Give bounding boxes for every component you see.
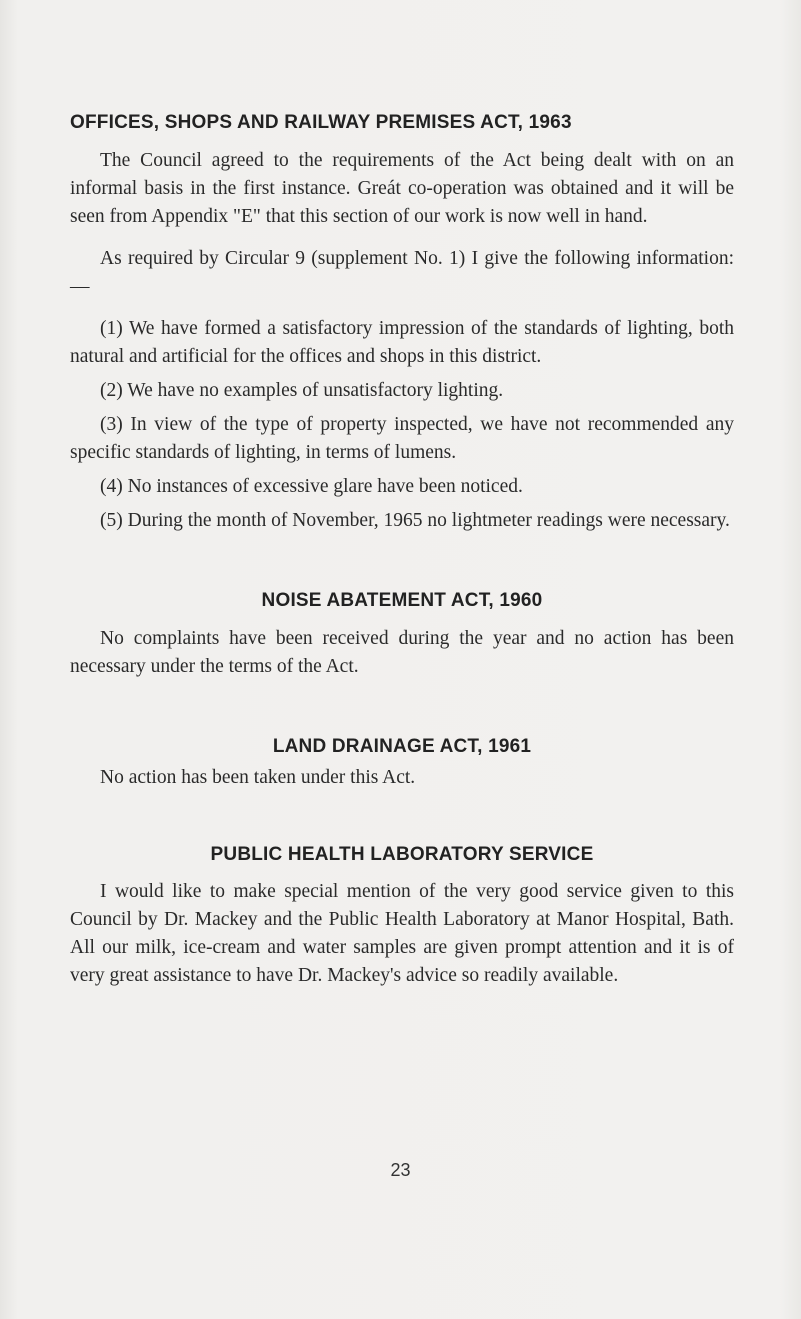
land-drainage-heading: LAND DRAINAGE ACT, 1961 bbox=[272, 736, 532, 757]
page-number: 23 bbox=[390, 1160, 411, 1180]
noise-act-heading: NOISE ABATEMENT ACT, 1960 bbox=[261, 590, 543, 611]
offices-paragraph-1: The Council agreed to the requirements of the Act being dealt with on an informal basis in the first instance. Greát co-operation was obtained and it will be seen from Appendix "E" that this section of our work is now well in hand. bbox=[70, 150, 734, 227]
public-health-lab-heading: PUBLIC HEALTH LABORATORY SERVICE bbox=[210, 844, 594, 865]
page-content bbox=[70, 112, 734, 990]
offices-act-heading: OFFICES, SHOPS AND RAILWAY PREMISES ACT, 1963 bbox=[70, 112, 572, 133]
offices-paragraph-2: As required by Circular 9 (supplement No. 1) I give the following information:— bbox=[70, 248, 734, 297]
offices-list-item-2: (2) We have no examples of unsatisfactory lighting. bbox=[100, 380, 504, 401]
noise-paragraph: No complaints have been received during the year and no action has been necessary under the terms of the Act. bbox=[70, 628, 734, 677]
offices-list-item-5: (5) During the month of November, 1965 no lightmeter readings were necessary. bbox=[100, 510, 730, 531]
public-health-lab-paragraph: I would like to make special mention of the very good service given to this Council by Dr. Mackey and the Public Health Laboratory at Manor Hospital, Bath. All our milk, ice-cream and water samples are given prompt attention and it is of very great assistance to have Dr. Mackey's advice so readily available. bbox=[70, 881, 734, 986]
offices-list-item-1: (1) We have formed a satisfactory impression of the standards of lighting, both natural and artificial for the offices and shops in this district. bbox=[70, 318, 734, 367]
offices-list-item-4: (4) No instances of excessive glare have been noticed. bbox=[100, 476, 523, 497]
land-drainage-paragraph: No action has been taken under this Act. bbox=[100, 767, 416, 788]
offices-list-item-3: (3) In view of the type of property inspected, we have not recommended any specific standards of lighting, in terms of lumens. bbox=[70, 414, 734, 463]
